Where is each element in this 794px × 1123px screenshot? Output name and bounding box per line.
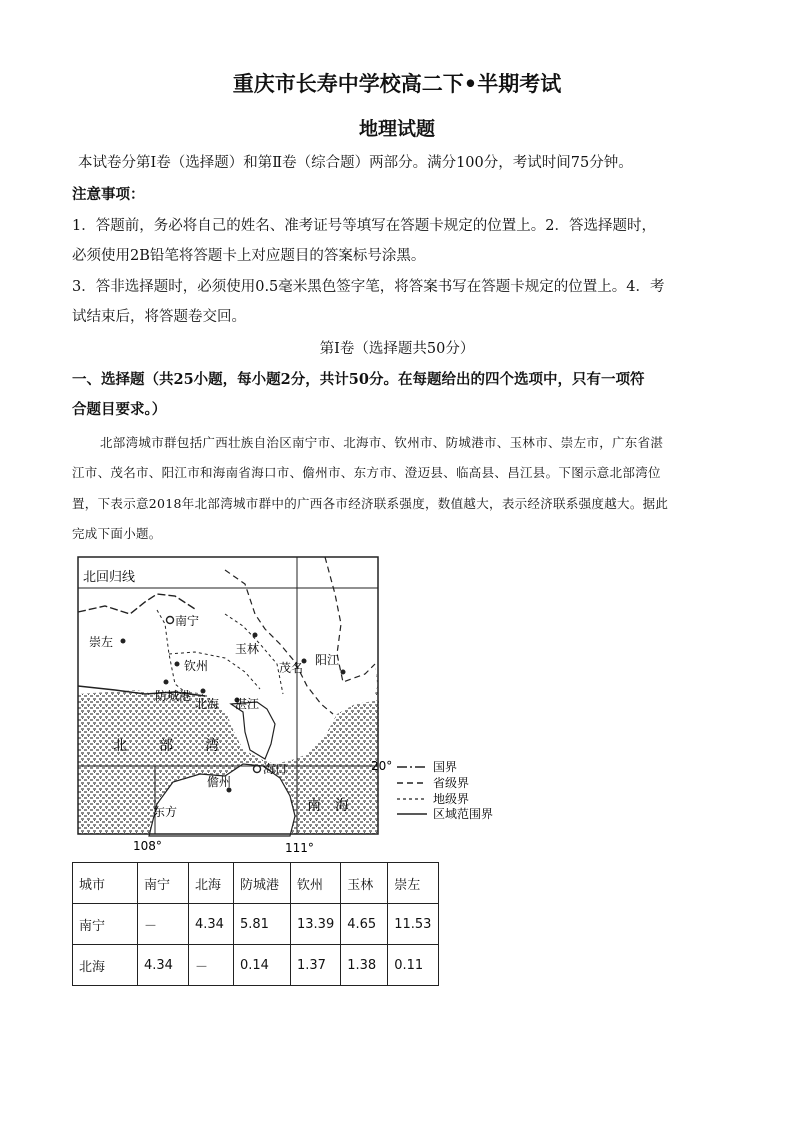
table-cell: 13.39 [291,904,341,945]
table-cell: 4.34 [189,904,234,945]
table-cell: 1.38 [341,945,388,986]
city-label: 东方 [153,805,178,819]
sea-label: 部 [159,738,173,754]
table-cell: － [138,904,189,945]
subject-title: 地理试题 [358,118,435,140]
city-label: 玉林 [235,642,260,656]
city-marker [253,633,258,638]
prefecture-border [169,652,260,689]
table-row [73,945,439,986]
passage-line: 完成下面小题。 [72,526,162,541]
tropic-label: 北回归线 [83,570,136,585]
city-label: 防城港 [155,689,192,703]
city-label: 南宁 [175,614,200,628]
table-header-cell: 北海 [189,863,234,904]
city-label: 钦州 [184,659,209,673]
city-marker [121,639,126,644]
notice-heading: 注意事项： [72,186,145,203]
legend-region: 区域范围界 [433,807,494,821]
table-cell: 4.65 [341,904,388,945]
city-label: 茂名 [279,661,304,675]
city-label: 湛江 [235,697,260,711]
legend-national: 国界 [433,760,458,774]
sea-label: 湾 [205,738,219,754]
table-cell: 1.37 [291,945,341,986]
notice-line: 1．答题前，务必将自己的姓名、准考证号等填写在答题卡规定的位置上。2．答选择题时， [72,218,656,234]
notice-line: 3．答非选择题时，必须使用0.5毫米黑色签字笔，将答案书写在答题卡规定的位置上。4．考 [72,279,665,295]
part-title: 第Ⅰ卷（选择题共50分） [319,341,475,357]
table-cell: 4.34 [138,945,189,986]
passage-line: 置，下表示意2018年北部湾城市群中的广西各市经济联系强度，数值越大，表示经济联系强度越大。据此 [72,496,669,511]
table-header-cell: 南宁 [138,863,189,904]
city-marker [175,662,180,667]
city-marker [201,689,206,694]
table-cell: 北海 [73,945,138,986]
longitude-label: 111° [285,841,314,854]
legend-provincial: 省级界 [433,776,470,790]
table-header-row [73,863,439,904]
beibu-gulf-map [75,554,505,854]
table-cell: 11.53 [388,904,439,945]
notice-line: 试结束后，将答题卷交回。 [72,309,246,325]
table-header-cell: 钦州 [291,863,341,904]
sea-label: 海 [335,798,349,814]
table-cell: 0.14 [234,945,291,986]
table-header-cell: 崇左 [388,863,439,904]
legend-prefecture: 地级界 [433,792,470,806]
exam-info: 本试卷分第Ⅰ卷（选择题）和第Ⅱ卷（综合题）两部分。满分100分，考试时间75分钟。 [78,155,633,171]
table-header-cell: 玉林 [341,863,388,904]
table-cell: 0.11 [388,945,439,986]
city-marker [341,670,346,675]
national-border [78,594,195,614]
section-instruction: 一、选择题（共25小题，每小题2分，共计50分。在每题给出的四个选项中，只有一项符 [72,371,645,388]
economic-link-table [72,862,439,986]
city-marker [164,680,169,685]
longitude-label: 108° [133,839,162,853]
city-label: 崇左 [89,635,114,649]
table-cell: 南宁 [73,904,138,945]
table-cell: － [189,945,234,986]
city-label: 阳江 [315,653,340,667]
table-header-cell: 城市 [73,863,138,904]
notice-line: 必须使用2B铅笔将答题卡上对应题目的答案标号涂黑。 [72,248,426,264]
table-header-cell: 防城港 [234,863,291,904]
city-marker [167,617,174,624]
sea-label: 北 [113,738,127,754]
exam-title: 重庆市长寿中学校高二下•半期考试 [232,71,562,96]
sea-label: 南 [307,798,321,814]
passage-line: 江市、茂名市、阳江市和海南省海口市、儋州市、东方市、澄迈县、临高县、昌江县。下图示意北部湾位 [72,465,661,480]
passage-line: 北部湾城市群包括广西壮族自治区南宁市、北海市、钦州市、防城港市、玉林市、崇左市，广东省湛 [100,435,664,450]
city-label: 海口 [263,762,288,776]
table-cell: 5.81 [234,904,291,945]
latitude-label: 20° [371,759,393,773]
city-label: 北海 [195,697,220,711]
section-instruction: 合题目要求。） [72,401,167,418]
city-label: 儋州 [207,775,232,789]
table-row [73,904,439,945]
